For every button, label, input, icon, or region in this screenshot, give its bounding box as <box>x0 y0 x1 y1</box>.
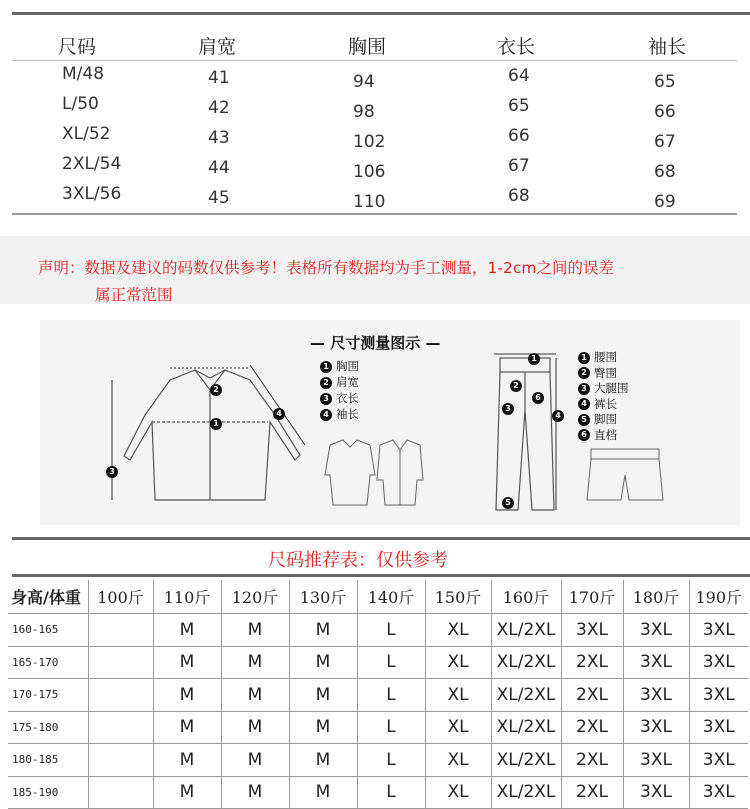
sleeve-cell: 65 <box>654 72 676 92</box>
size-cell: 3XL <box>623 711 689 744</box>
pants-marker-6: 6 <box>532 392 544 404</box>
chest-cell: 110 <box>353 192 386 212</box>
weight-header: 140斤 <box>357 580 425 614</box>
shirt-marker-4: 4 <box>273 408 285 420</box>
legend-number: 6 <box>578 429 590 441</box>
recommend-top-rule <box>12 537 750 540</box>
pants-marker-4: 4 <box>552 410 564 422</box>
pants-legend-item <box>578 366 629 382</box>
sleeve-cell: 68 <box>654 162 676 182</box>
size-cell: M <box>221 711 289 744</box>
shirt-legend-item <box>320 406 359 422</box>
size-cell: 3XL <box>689 711 748 744</box>
pants-marker-1: 1 <box>528 353 540 365</box>
size-cell: XL <box>425 614 491 647</box>
shirt-legend-item <box>320 374 359 390</box>
weight-header: 190斤 <box>689 580 748 614</box>
size-cell <box>88 614 153 647</box>
size-cell: 3XL <box>623 646 689 679</box>
legend-label: 腰围 <box>594 350 617 364</box>
weight-header: 180斤 <box>623 580 689 614</box>
chest-cell: 94 <box>353 72 375 92</box>
weight-header: 150斤 <box>425 580 491 614</box>
recommend-title: 尺码推荐表：仅供参考 <box>268 550 448 571</box>
size-cell: 3XL <box>561 614 623 647</box>
weight-header: 160斤 <box>491 580 561 614</box>
pants-legend <box>578 350 629 443</box>
legend-number: 2 <box>320 377 332 389</box>
weight-header: 170斤 <box>561 580 623 614</box>
size-cell: 3XL <box>623 614 689 647</box>
shirt-marker-1: 1 <box>210 418 222 430</box>
size-cell: 3XL <box>623 744 689 777</box>
legend-label: 袖长 <box>336 407 359 421</box>
chest-cell: 106 <box>353 162 386 182</box>
size-cell: 2XL <box>561 711 623 744</box>
size-cell: M <box>221 744 289 777</box>
size-table-header-divider <box>12 60 737 61</box>
pants-marker-3: 3 <box>502 403 514 415</box>
legend-label: 臀围 <box>594 365 617 380</box>
size-cell: 2XL <box>561 679 623 712</box>
legend-label: 胸围 <box>336 359 359 373</box>
sleeve-cell: 66 <box>654 102 676 122</box>
size-cell: XL/2XL <box>491 711 561 744</box>
diagram-title: — 尺寸测量图示 — <box>310 334 441 352</box>
legend-label: 肩宽 <box>336 375 359 389</box>
length-cell: 65 <box>508 96 530 116</box>
notice-line-1: 声明：数据及建议的码数仅供参考！表格所有数据均为手工测量，1-2cm之间的误差 <box>38 259 614 277</box>
size-cell: M <box>289 646 357 679</box>
size-cell: 3XL <box>689 679 748 712</box>
size-cell: 2XL <box>561 744 623 777</box>
size-cell: L/50 <box>62 94 99 114</box>
size-cell: L <box>357 646 425 679</box>
size-cell: 2XL/54 <box>62 154 122 174</box>
size-cell: M <box>153 679 221 712</box>
shirt-marker-3: 3 <box>106 466 118 478</box>
size-table-header-chest: 胸围 <box>348 36 387 58</box>
size-cell <box>88 679 153 712</box>
size-cell: M <box>153 711 221 744</box>
size-cell: XL/2XL <box>491 614 561 647</box>
size-cell: M <box>153 776 221 809</box>
length-cell: 66 <box>508 126 530 146</box>
size-cell: XL <box>425 744 491 777</box>
length-cell: 68 <box>508 186 530 206</box>
legend-label: 直档 <box>594 427 617 442</box>
height-cell: 165-170 <box>8 646 88 679</box>
size-cell <box>88 646 153 679</box>
height-cell: 175-180 <box>8 711 88 744</box>
legend-number: 4 <box>578 398 590 410</box>
legend-label: 大腿围 <box>594 381 629 395</box>
shoulder-cell: 41 <box>208 68 230 88</box>
shoulder-cell: 45 <box>208 188 230 208</box>
size-table-header-length: 衣长 <box>497 36 536 58</box>
weight-header: 130斤 <box>289 580 357 614</box>
legend-label: 衣长 <box>336 391 359 405</box>
size-table <box>0 0 750 220</box>
size-cell: M <box>221 679 289 712</box>
header-label: 身高/体重 <box>8 580 88 614</box>
sleeve-cell: 69 <box>654 192 676 212</box>
notice-line-2: 属正常范围 <box>95 286 173 304</box>
size-table-header-sleeve: 袖长 <box>648 36 687 58</box>
shirt-legend <box>320 358 359 422</box>
legend-number: 1 <box>320 361 332 373</box>
weight-header: 100斤 <box>88 580 153 614</box>
legend-label: 脚围 <box>594 412 617 426</box>
size-cell <box>88 744 153 777</box>
shoulder-cell: 43 <box>208 128 230 148</box>
legend-number: 2 <box>578 367 590 379</box>
legend-label: 裤长 <box>594 396 617 411</box>
size-cell: 3XL <box>689 744 748 777</box>
size-table-header-shoulder: 肩宽 <box>198 36 237 58</box>
pants-marker-5: 5 <box>502 497 514 509</box>
size-cell: 3XL <box>689 614 748 647</box>
pants-marker-2: 2 <box>510 380 522 392</box>
legend-number: 3 <box>578 383 590 395</box>
shorts-thumbnail <box>585 445 665 505</box>
chest-cell: 102 <box>353 132 386 152</box>
size-cell: L <box>357 776 425 809</box>
pants-legend-item <box>578 412 629 428</box>
height-cell: 170-175 <box>8 679 88 712</box>
height-cell: 160-165 <box>8 614 88 647</box>
measurement-diagram <box>40 320 740 525</box>
sleeve-cell: 67 <box>654 132 676 152</box>
table-row <box>8 614 748 647</box>
weight-header: 120斤 <box>221 580 289 614</box>
size-cell: M <box>289 744 357 777</box>
size-cell: L <box>357 744 425 777</box>
size-table-bottom-rule <box>12 213 737 215</box>
height-cell: 180-185 <box>8 744 88 777</box>
size-cell: M <box>221 776 289 809</box>
recommend-title-rule <box>12 574 750 577</box>
size-cell: XL/2XL <box>491 646 561 679</box>
size-cell: XL/52 <box>62 124 111 144</box>
size-cell: XL <box>425 646 491 679</box>
jacket-thumbnails <box>315 435 425 510</box>
shoulder-cell: 44 <box>208 158 230 178</box>
legend-number: 1 <box>578 352 590 364</box>
size-cell: 2XL <box>561 776 623 809</box>
size-cell: 3XL <box>689 646 748 679</box>
pants-illustration <box>490 350 560 520</box>
length-cell: 67 <box>508 156 530 176</box>
size-cell: M <box>289 776 357 809</box>
size-cell: 3XL <box>689 776 748 809</box>
recommend-header-row <box>8 580 748 614</box>
size-cell: M <box>153 744 221 777</box>
size-cell: M <box>289 679 357 712</box>
pants-legend-item <box>578 381 629 397</box>
legend-number: 5 <box>578 414 590 426</box>
legend-number: 4 <box>320 409 332 421</box>
table-row <box>8 711 748 744</box>
size-cell: M <box>153 614 221 647</box>
table-row <box>8 679 748 712</box>
size-table-header-size: 尺码 <box>58 36 97 58</box>
size-cell: XL <box>425 711 491 744</box>
size-cell: M/48 <box>62 64 105 84</box>
size-cell: L <box>357 614 425 647</box>
shirt-marker-2: 2 <box>210 384 222 396</box>
size-cell: 3XL/56 <box>62 184 122 204</box>
pants-legend-item <box>578 397 629 413</box>
legend-number: 3 <box>320 393 332 405</box>
height-cell: 185-190 <box>8 776 88 809</box>
size-cell: M <box>221 646 289 679</box>
size-cell: L <box>357 679 425 712</box>
size-cell: L <box>357 711 425 744</box>
size-cell: XL <box>425 776 491 809</box>
size-cell: 2XL <box>561 646 623 679</box>
shirt-legend-item <box>320 390 359 406</box>
pants-legend-item <box>578 350 629 366</box>
pants-legend-item <box>578 428 629 444</box>
shoulder-cell: 42 <box>208 98 230 118</box>
length-cell: 64 <box>508 66 530 86</box>
size-cell: M <box>289 711 357 744</box>
table-row <box>8 744 748 777</box>
size-cell: XL/2XL <box>491 744 561 777</box>
size-cell: M <box>153 646 221 679</box>
size-cell: 3XL <box>623 776 689 809</box>
size-cell: M <box>221 614 289 647</box>
size-cell: M <box>289 614 357 647</box>
size-cell: 3XL <box>623 679 689 712</box>
size-cell <box>88 711 153 744</box>
size-cell: XL <box>425 679 491 712</box>
shirt-legend-item <box>320 358 359 374</box>
table-row <box>8 646 748 679</box>
weight-header: 110斤 <box>153 580 221 614</box>
size-cell: XL/2XL <box>491 679 561 712</box>
chest-cell: 98 <box>353 102 375 122</box>
recommend-table <box>8 580 748 809</box>
size-cell: XL/2XL <box>491 776 561 809</box>
shirt-illustration <box>100 360 320 510</box>
